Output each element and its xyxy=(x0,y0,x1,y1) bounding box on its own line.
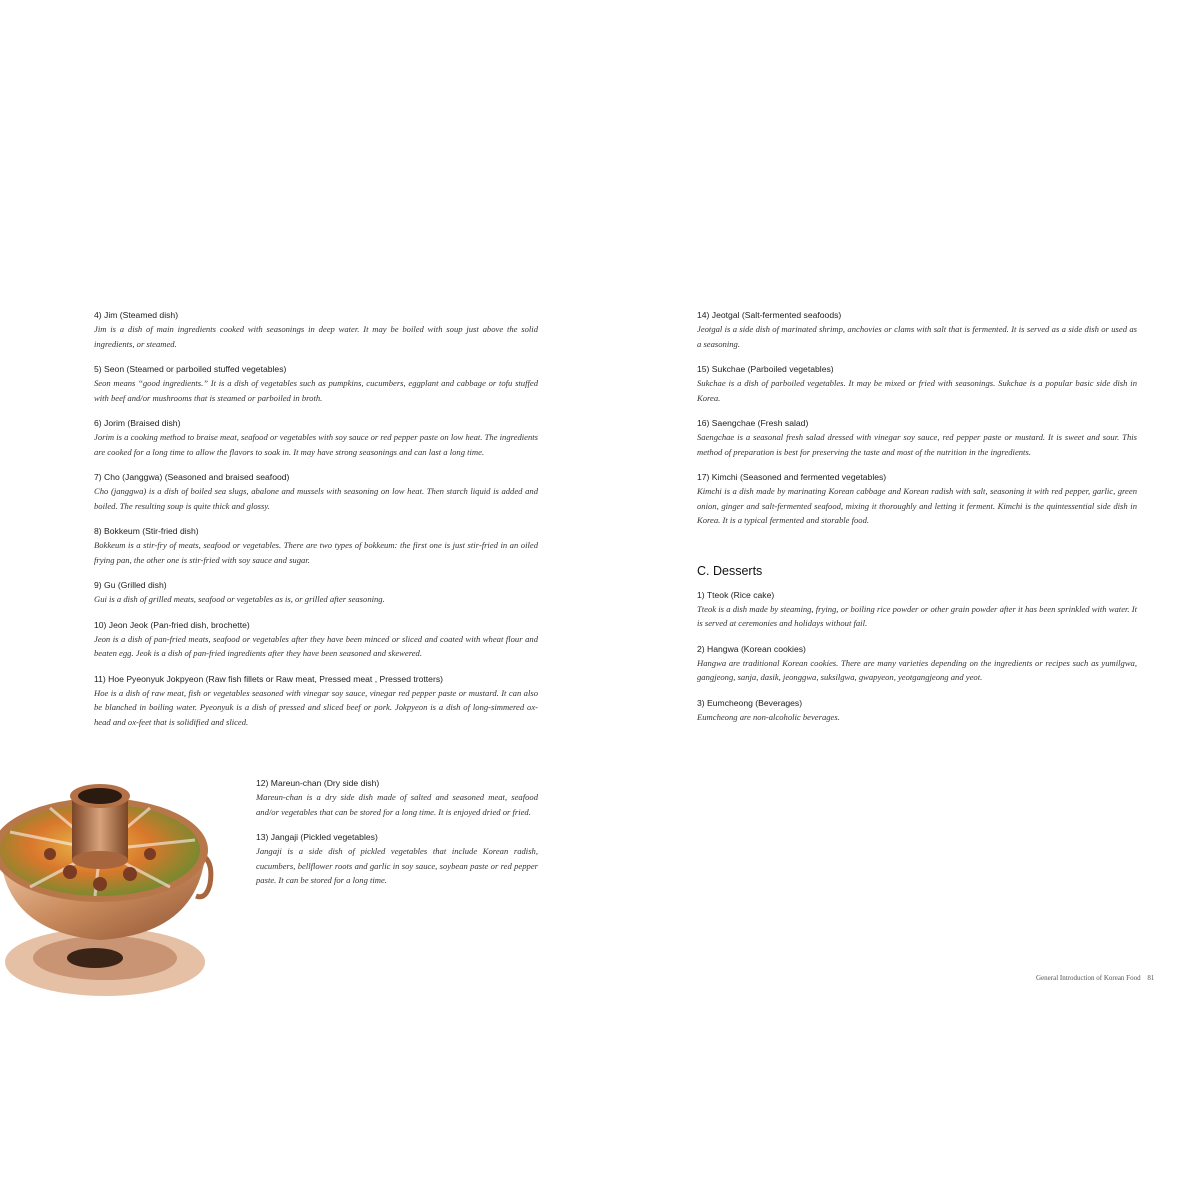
entry-title: 1) Tteok (Rice cake) xyxy=(697,589,775,600)
entry-title: 13) Jangaji (Pickled vegetables) xyxy=(256,832,378,842)
entry-kimchi xyxy=(697,470,1137,528)
entry-body: Bokkeum is a stir-fry of meats, seafood or vegetables. There are two types of bokkeum: the first one is just stir-fried in an oiled frying pan, the other one is stir-fried with soy sauce and sugar. xyxy=(94,540,538,565)
left-page-lower-column xyxy=(256,776,538,899)
entry-title: 5) Seon (Steamed or parboiled stuffed vegetables) xyxy=(94,364,287,374)
entry-title: 4) Jim (Steamed dish) xyxy=(94,310,179,320)
right-page-column xyxy=(697,308,1137,735)
entry-body: Jim is a dish of main ingredients cooked with seasonings in deep water. It may be boiled with soup just above the solid ingredients, or steamed. xyxy=(94,324,538,349)
entry-title: 3) Eumcheong (Beverages) xyxy=(697,697,803,708)
entry-jeon-jeok xyxy=(94,618,538,661)
page-footer xyxy=(1036,974,1186,982)
entry-hoe xyxy=(94,672,538,730)
entry-tteok xyxy=(697,588,1137,631)
page-number: 81 xyxy=(1147,974,1155,982)
left-page-column xyxy=(94,308,538,740)
entry-body: Hangwa are traditional Korean cookies. There are many varieties depending on the ingredients or recipes such as yumilgwa, gangjeong, sanja, dasik, jeonggwa, suksilgwa, gwapyeon, yeotgangjeong and yeot. xyxy=(697,657,1137,682)
entry-saengchae xyxy=(697,416,1137,459)
entry-body: Jorim is a cooking method to braise meat, seafood or vegetables with soy sauce or red pepper paste on low heat. The ingredients are cooked for a long time to allow the flavors to soak in. It may have strong seasonings and can last a long time. xyxy=(94,432,538,457)
entry-title: 16) Saengchae (Fresh salad) xyxy=(697,418,809,428)
entry-gu xyxy=(94,578,538,607)
entry-title: 7) Cho (Janggwa) (Seasoned and braised seafood) xyxy=(94,472,290,482)
entry-body: Gui is a dish of grilled meats, seafood or vegetables as is, or grilled after seasoning. xyxy=(94,594,385,604)
entry-title: 10) Jeon Jeok (Pan-fried dish, brochette) xyxy=(94,619,250,630)
entry-title: 17) Kimchi (Seasoned and fermented vegetables) xyxy=(697,472,887,482)
entry-jeotgal xyxy=(697,308,1137,351)
entry-title: 2) Hangwa (Korean cookies) xyxy=(697,643,806,654)
entry-title: 11) Hoe Pyeonyuk Jokpyeon (Raw fish fillets or Raw meat, Pressed meat , Pressed trotters) xyxy=(94,673,443,684)
entry-body: Seon means “good ingredients.” It is a dish of vegetables such as pumpkins, cucumbers, eggplant and cabbage or tofu stuffed with beef and/or mushrooms that is steamed or parboiled in broth. xyxy=(94,378,538,403)
entry-body: Sukchae is a dish of parboiled vegetables. It may be mixed or fried with seasonings. Sukchae is a popular basic side dish in Korea. xyxy=(697,378,1137,403)
entry-body: Jeon is a dish of pan-fried meats, seafood or vegetables after they have been minced or sliced and coated with wheat flour and beaten egg. Jeok is a dish of pan-fried ingredients after they have been seasoned and skewered. xyxy=(94,633,538,658)
entry-body: Kimchi is a dish made by marinating Korean cabbage and Korean radish with salt, seasoning it with red pepper, garlic, green onion, ginger and salt-fermented seafood, mixing it thoroughly and letting it ferment. Kimchi is the quintessential side dish in Korea. It is a typical fermented and storable food. xyxy=(697,486,1137,525)
entry-jorim xyxy=(94,416,538,459)
entry-body: Tteok is a dish made by steaming, frying, or boiling rice powder or other grain powder after it has been sprinkled with water. It is served at ceremonies and holidays without fail. xyxy=(697,603,1137,628)
entry-eumcheong xyxy=(697,696,1137,725)
entry-hangwa xyxy=(697,642,1137,685)
entry-body: Jeotgal is a side dish of marinated shrimp, anchovies or clams with salt that is fermented. It is served as a side dish or used as a seasoning. xyxy=(697,324,1137,349)
entry-body: Saengchae is a seasonal fresh salad dressed with vinegar soy sauce, red pepper paste or mustard. It is sweet and sour. This method of preparation is best for preserving the taste and most of the nutrition in the ingredients. xyxy=(697,432,1137,457)
entry-title: 6) Jorim (Braised dish) xyxy=(94,418,181,428)
entry-body: Mareun-chan is a dry side dish made of salted and seasoned meat, seafood and/or vegetables that can be stored for a long time. It is enjoyed dried or fried. xyxy=(256,792,538,817)
entry-body: Hoe is a dish of raw meat, fish or vegetables seasoned with vinegar soy sauce, vinegar red pepper paste or mustard. It can also be blanched in boiling water. Pyeonyuk is a dish of pressed and sliced beef or pork. Jokpyeon is a dish of long-simmered ox-head and ox-feet that is solidified and sliced. xyxy=(94,687,538,727)
entry-title: 14) Jeotgal (Salt-fermented seafoods) xyxy=(697,310,842,320)
entry-title: 8) Bokkeum (Stir-fried dish) xyxy=(94,526,199,536)
entry-body: Jangaji is a side dish of pickled vegetables that include Korean radish, cucumbers, bellflower roots and garlic in soy sauce, soybean paste or red pepper paste. It can be stored for a long time. xyxy=(256,846,538,885)
running-title: General Introduction of Korean Food xyxy=(1036,974,1141,982)
entry-title: 9) Gu (Grilled dish) xyxy=(94,580,167,590)
section-heading-desserts: C. Desserts xyxy=(697,563,763,578)
hot-pot-image xyxy=(0,762,250,1004)
entry-mareun-chan xyxy=(256,776,538,819)
entry-sukchae xyxy=(697,362,1137,405)
entry-title: 15) Sukchae (Parboiled vegetables) xyxy=(697,364,834,374)
entry-jim xyxy=(94,308,538,351)
entry-bokkeum xyxy=(94,524,538,567)
entry-body: Cho (janggwa) is a dish of boiled sea slugs, abalone and mussels with seasoning on low heat. Then starch liquid is added and boiled. The resulting soup is quite thick and glossy. xyxy=(94,486,538,511)
entry-cho xyxy=(94,470,538,513)
entry-seon xyxy=(94,362,538,405)
entry-title: 12) Mareun-chan (Dry side dish) xyxy=(256,778,380,788)
entry-jangaji xyxy=(256,830,538,888)
entry-body: Eumcheong are non-alcoholic beverages. xyxy=(697,711,840,722)
